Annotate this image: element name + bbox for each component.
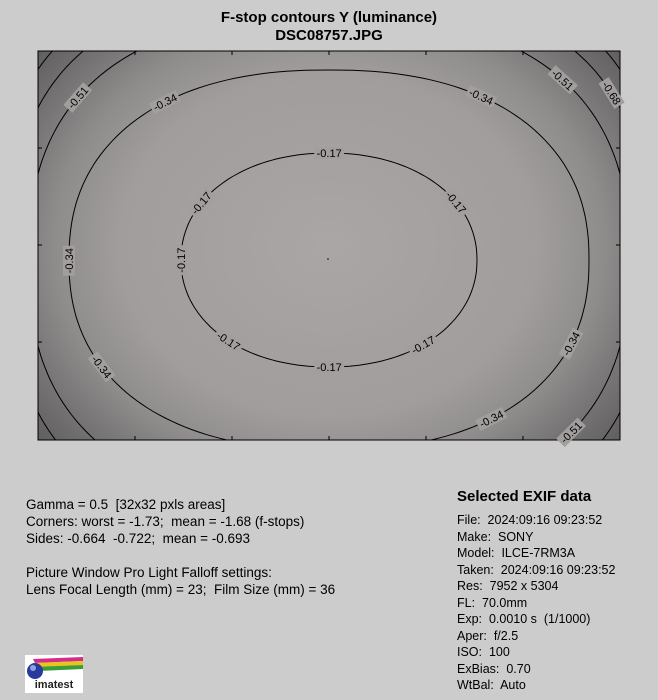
- exif-row: WtBal: Auto: [457, 678, 526, 692]
- contour-label: -0.17: [189, 190, 215, 218]
- exif-row: File: 2024:09:16 09:23:52: [457, 513, 603, 527]
- exif-row: Aper: f/2.5: [457, 628, 519, 643]
- contour-plot: [38, 51, 623, 447]
- sides-text: Sides: -0.664 -0.722; mean = -0.693: [26, 531, 251, 546]
- contour-label: -0.17: [316, 361, 342, 375]
- contour-label: -0.17: [316, 147, 342, 161]
- contour-label: -0.34: [151, 91, 180, 115]
- contour-label: -0.34: [560, 330, 584, 359]
- contour-label: -0.34: [466, 86, 495, 109]
- imatest-logo: [25, 655, 83, 693]
- contour-label: -0.51: [558, 419, 585, 447]
- exif-row: ISO: 100: [457, 645, 510, 659]
- gamma-text: Gamma = 0.5 [32x32 pxls areas]: [26, 497, 226, 512]
- contour-label: -0.51: [65, 84, 92, 112]
- center-marker: [327, 258, 329, 260]
- exif-title: Selected EXIF data: [457, 488, 592, 505]
- exif-row: Model: ILCE-7RM3A: [457, 546, 576, 560]
- settings-title: Picture Window Pro Light Falloff settings:: [26, 565, 272, 580]
- exif-row: Taken: 2024:09:16 09:23:52: [457, 562, 616, 577]
- exif-row: ExBias: 0.70: [457, 661, 531, 676]
- logo-text: imatest: [34, 679, 74, 691]
- contour-label: -0.34: [63, 248, 77, 274]
- contour-label: -0.17: [214, 329, 242, 354]
- exif-row: Make: SONY: [457, 529, 534, 544]
- chart-title: F-stop contours Y (luminance): [220, 9, 438, 26]
- contour-label: -0.34: [88, 353, 114, 382]
- contour-label: -0.17: [409, 334, 438, 358]
- exif-row: Res: 7952 x 5304: [457, 579, 559, 593]
- exif-row: FL: 70.0mm: [457, 595, 528, 610]
- contour-label: -0.17: [175, 247, 189, 273]
- settings-text: Lens Focal Length (mm) = 23; Film Size (mm) = 36: [26, 582, 336, 597]
- chart-subtitle: DSC08757.JPG: [275, 27, 383, 44]
- contour-label: -0.34: [477, 408, 506, 431]
- exif-row: Exp: 0.0010 s (1/1000): [457, 612, 591, 626]
- contour-label: -0.51: [548, 67, 576, 94]
- contour-label: -0.17: [442, 189, 468, 217]
- plot-background: [38, 51, 623, 440]
- contour-label: -0.68: [599, 79, 623, 108]
- corners-text: Corners: worst = -1.73; mean = -1.68 (f-stops): [26, 514, 305, 529]
